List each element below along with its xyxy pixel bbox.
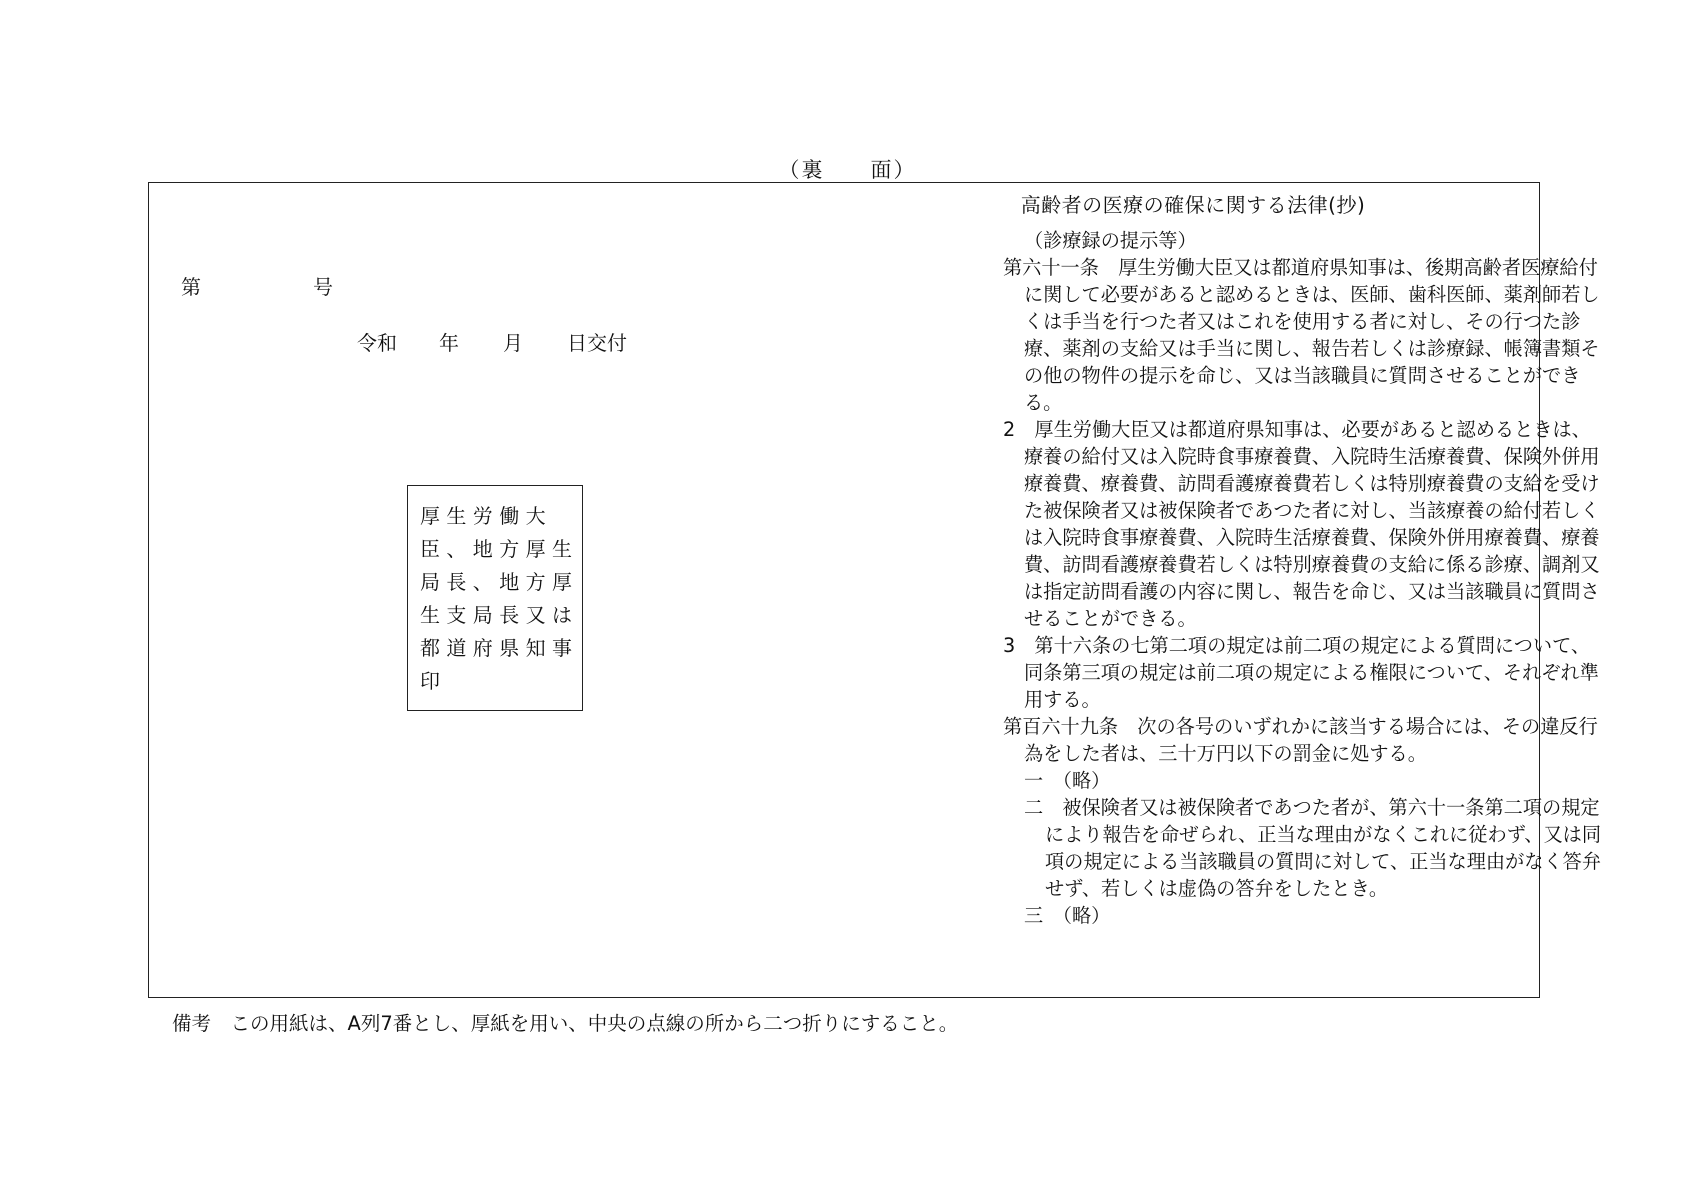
law-line: せず、若しくは虚偽の答弁をしたとき。 bbox=[1045, 877, 1389, 900]
issuer-line: 都道府県知事 bbox=[420, 636, 579, 660]
law-line: 療養費、療養費、訪問看護療養費若しくは特別療養費の支給を受け bbox=[1024, 472, 1600, 495]
law-line: せることができる。 bbox=[1024, 607, 1197, 630]
issuer-line: 印 bbox=[420, 669, 447, 693]
law-line: 療、薬剤の支給又は手当に関し、報告若しくは診療録、帳簿書類そ bbox=[1024, 337, 1600, 360]
left-panel bbox=[149, 183, 845, 997]
issuer-line: 生支局長又は bbox=[420, 603, 579, 627]
date-day: 日交付 bbox=[567, 331, 627, 355]
form-frame bbox=[148, 182, 1602, 998]
law-line: 為をした者は、三十万円以下の罰金に処する。 bbox=[1024, 742, 1427, 765]
law-line: に関して必要があると認めるときは、医師、歯科医師、薬剤師若し bbox=[1024, 283, 1600, 306]
law-line: により報告を命ぜられ、正当な理由がなくこれに従わず、又は同 bbox=[1045, 823, 1602, 846]
law-line: は入院時食事療養費、入院時生活療養費、保険外併用療養費、療養 bbox=[1024, 526, 1600, 549]
law-title: 高齢者の医療の確保に関する法律(抄) bbox=[1020, 193, 1366, 217]
date-year: 年 bbox=[439, 331, 459, 355]
law-line: 一 （略） bbox=[1024, 769, 1111, 792]
issuer-line: 臣、地方厚生 bbox=[420, 537, 579, 561]
law-line: くは手当を行つた者又はこれを使用する者に対し、その行つた診 bbox=[1024, 310, 1581, 333]
issuer-seal-box bbox=[407, 485, 583, 711]
law-line: 療養の給付又は入院時食事療養費、入院時生活療養費、保険外併用 bbox=[1024, 445, 1600, 468]
law-line: 項の規定による当該職員の質問に対して、正当な理由がなく答弁 bbox=[1045, 850, 1602, 873]
issuer-line: 厚生労働大 bbox=[420, 504, 552, 528]
law-line: 同条第三項の規定は前二項の規定による権限について、それぞれ準 bbox=[1024, 661, 1599, 684]
remarks-footnote: 備考 この用紙は、A列7番とし、厚紙を用い、中央の点線の所から二つ折りにすること。 bbox=[172, 1012, 959, 1035]
number-prefix: 第 bbox=[181, 275, 201, 299]
law-line: た被保険者又は被保険者であつた者に対し、当該療養の給付若しく bbox=[1024, 499, 1600, 522]
law-line: 2 厚生労働大臣又は都道府県知事は、必要があると認めるときは、 bbox=[1003, 418, 1591, 441]
law-line: 二 被保険者又は被保険者であつた者が、第六十一条第二項の規定 bbox=[1024, 796, 1600, 819]
law-line: は指定訪問看護の内容に関し、報告を命じ、又は当該職員に質問さ bbox=[1024, 580, 1600, 603]
law-line: 三 （略） bbox=[1024, 904, 1111, 927]
law-line: の他の物件の提示を命じ、又は当該職員に質問させることができ bbox=[1024, 364, 1581, 387]
law-line: 第百六十九条 次の各号のいずれかに該当する場合には、その違反行 bbox=[1003, 715, 1598, 738]
issue-number-line bbox=[181, 271, 333, 300]
law-line: 用する。 bbox=[1024, 688, 1101, 711]
law-line: 第六十一条 厚生労働大臣又は都道府県知事は、後期高齢者医療給付 bbox=[1003, 256, 1598, 279]
law-line: る。 bbox=[1024, 391, 1063, 414]
law-line: 費、訪問看護療養費若しくは特別療養費の支給に係る診療、調剤又 bbox=[1024, 553, 1600, 576]
right-panel bbox=[845, 183, 1602, 997]
page-heading: （裏 面） bbox=[778, 158, 917, 182]
date-month: 月 bbox=[503, 331, 523, 355]
date-era: 令和 bbox=[357, 331, 397, 355]
number-suffix: 号 bbox=[313, 275, 333, 299]
law-line: （診療録の提示等） bbox=[1024, 229, 1197, 252]
law-line: 3 第十六条の七第二項の規定は前二項の規定による質問について、 bbox=[1003, 634, 1591, 657]
issuer-line: 局長、地方厚 bbox=[420, 570, 579, 594]
